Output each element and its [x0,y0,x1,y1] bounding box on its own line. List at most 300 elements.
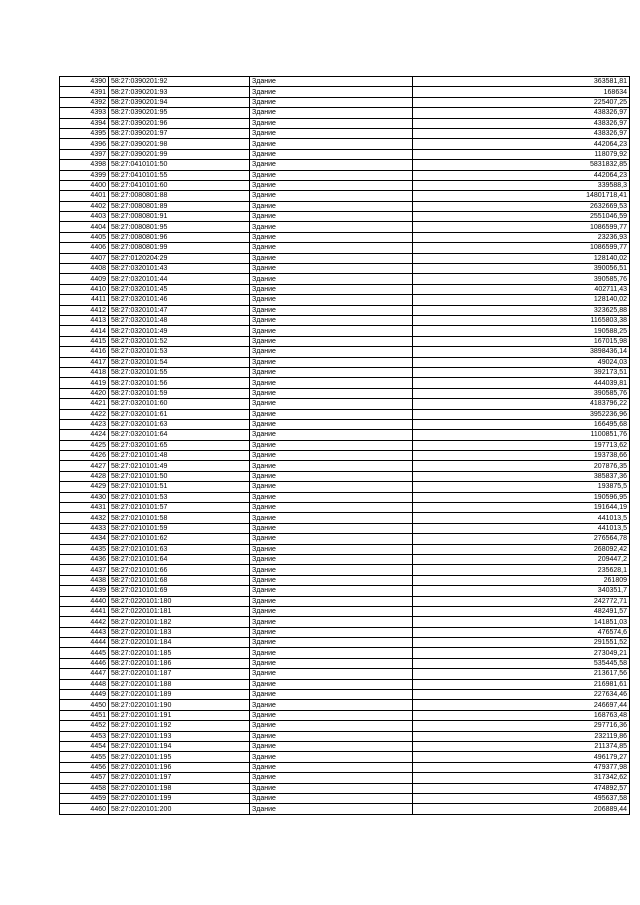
cadastral-number-cell: 58:27:0410101:60 [109,180,250,190]
object-type-cell: Здание [250,378,413,388]
value-cell: 442064,23 [413,139,630,149]
table-row [60,388,630,398]
value-cell: 390056,51 [413,264,630,274]
table-row [60,253,630,263]
table-row [60,419,630,429]
value-cell: 441013,5 [413,513,630,523]
value-cell: 211374,85 [413,742,630,752]
cadastral-number-cell: 58:27:0390201:95 [109,108,250,118]
table-row [60,721,630,731]
table-row [60,430,630,440]
value-cell: 1100851,76 [413,430,630,440]
object-type-cell: Здание [250,742,413,752]
value-cell: 273049,21 [413,648,630,658]
table-row [60,544,630,554]
table-row [60,762,630,772]
object-type-cell: Здание [250,731,413,741]
cadastral-number-cell: 58:27:0390201:93 [109,87,250,97]
row-number-cell: 4440 [60,596,109,606]
cadastral-number-cell: 58:27:0320101:65 [109,440,250,450]
value-cell: 390585,76 [413,388,630,398]
table-row [60,77,630,87]
cadastral-number-cell: 58:27:0320101:43 [109,264,250,274]
object-type-cell: Здание [250,295,413,305]
cadastral-number-cell: 58:27:0220101:200 [109,804,250,814]
row-number-cell: 4420 [60,388,109,398]
table-row [60,690,630,700]
value-cell: 442064,23 [413,170,630,180]
row-number-cell: 4441 [60,606,109,616]
table-row [60,315,630,325]
value-cell: 207876,35 [413,461,630,471]
table-row [60,513,630,523]
cadastral-number-cell: 58:27:0080801:95 [109,222,250,232]
value-cell: 168763,48 [413,710,630,720]
table-row [60,638,630,648]
row-number-cell: 4407 [60,253,109,263]
object-type-cell: Здание [250,149,413,159]
value-cell: 227634,46 [413,690,630,700]
row-number-cell: 4459 [60,793,109,803]
table-row [60,783,630,793]
table-row [60,108,630,118]
table-row [60,700,630,710]
table-row [60,201,630,211]
row-number-cell: 4438 [60,575,109,585]
row-number-cell: 4418 [60,367,109,377]
value-cell: 385837,36 [413,471,630,481]
object-type-cell: Здание [250,357,413,367]
cadastral-number-cell: 58:27:0220101:188 [109,679,250,689]
cadastral-number-cell: 58:27:0220101:193 [109,731,250,741]
cadastral-number-cell: 58:27:0210101:59 [109,523,250,533]
value-cell: 297716,36 [413,721,630,731]
table-row [60,461,630,471]
row-number-cell: 4444 [60,638,109,648]
table-row [60,87,630,97]
row-number-cell: 4410 [60,284,109,294]
object-type-cell: Здание [250,762,413,772]
cadastral-number-cell: 58:27:0210101:68 [109,575,250,585]
value-cell: 191644,19 [413,503,630,513]
object-type-cell: Здание [250,160,413,170]
table-row [60,367,630,377]
cadastral-number-cell: 58:27:0210101:50 [109,471,250,481]
cadastral-number-cell: 58:27:0220101:198 [109,783,250,793]
table-row [60,575,630,585]
row-number-cell: 4455 [60,752,109,762]
table-row [60,586,630,596]
object-type-cell: Здание [250,596,413,606]
value-cell: 476574,6 [413,627,630,637]
table-row [60,679,630,689]
row-number-cell: 4448 [60,679,109,689]
object-type-cell: Здание [250,409,413,419]
table-row [60,658,630,668]
value-cell: 482491,57 [413,606,630,616]
table-body [60,77,630,815]
cadastral-number-cell: 58:27:0390201:92 [109,77,250,87]
object-type-cell: Здание [250,544,413,554]
object-type-cell: Здание [250,243,413,253]
value-cell: 339588,3 [413,180,630,190]
value-cell: 209447,2 [413,554,630,564]
table-row [60,482,630,492]
table-row [60,212,630,222]
value-cell: 141851,03 [413,617,630,627]
object-type-cell: Здание [250,118,413,128]
row-number-cell: 4405 [60,232,109,242]
cadastral-number-cell: 58:27:0320101:49 [109,326,250,336]
object-type-cell: Здание [250,554,413,564]
row-number-cell: 4390 [60,77,109,87]
object-type-cell: Здание [250,326,413,336]
table-row [60,534,630,544]
object-type-cell: Здание [250,679,413,689]
cadastral-number-cell: 58:27:0220101:199 [109,793,250,803]
row-number-cell: 4457 [60,773,109,783]
cadastral-number-cell: 58:27:0210101:48 [109,451,250,461]
object-type-cell: Здание [250,222,413,232]
row-number-cell: 4392 [60,97,109,107]
table-row [60,97,630,107]
object-type-cell: Здание [250,264,413,274]
object-type-cell: Здание [250,638,413,648]
row-number-cell: 4425 [60,440,109,450]
table-row [60,336,630,346]
object-type-cell: Здание [250,804,413,814]
table-row [60,742,630,752]
value-cell: 128140,02 [413,295,630,305]
object-type-cell: Здание [250,274,413,284]
row-number-cell: 4454 [60,742,109,752]
row-number-cell: 4396 [60,139,109,149]
cadastral-number-cell: 58:27:0220101:181 [109,606,250,616]
table-row [60,118,630,128]
row-number-cell: 4424 [60,430,109,440]
object-type-cell: Здание [250,440,413,450]
object-type-cell: Здание [250,627,413,637]
value-cell: 390585,76 [413,274,630,284]
object-type-cell: Здание [250,315,413,325]
value-cell: 242772,71 [413,596,630,606]
cadastral-number-cell: 58:27:0220101:194 [109,742,250,752]
cadastral-number-cell: 58:27:0220101:183 [109,627,250,637]
cadastral-number-cell: 58:27:0320101:46 [109,295,250,305]
table-row [60,295,630,305]
object-type-cell: Здание [250,212,413,222]
row-number-cell: 4421 [60,399,109,409]
cadastral-number-cell: 58:27:0210101:63 [109,544,250,554]
value-cell: 3952236,96 [413,409,630,419]
table-row [60,554,630,564]
value-cell: 363581,81 [413,77,630,87]
row-number-cell: 4426 [60,451,109,461]
row-number-cell: 4406 [60,243,109,253]
cadastral-number-cell: 58:27:0220101:185 [109,648,250,658]
table-row [60,149,630,159]
value-cell: 2551046,59 [413,212,630,222]
object-type-cell: Здание [250,471,413,481]
object-type-cell: Здание [250,201,413,211]
data-table [59,76,630,815]
value-cell: 190588,25 [413,326,630,336]
object-type-cell: Здание [250,793,413,803]
row-number-cell: 4422 [60,409,109,419]
cadastral-number-cell: 58:27:0320101:61 [109,409,250,419]
value-cell: 225407,25 [413,97,630,107]
value-cell: 2632669,53 [413,201,630,211]
value-cell: 323625,88 [413,305,630,315]
table-row [60,378,630,388]
object-type-cell: Здание [250,773,413,783]
value-cell: 444039,81 [413,378,630,388]
row-number-cell: 4456 [60,762,109,772]
table-row [60,232,630,242]
object-type-cell: Здание [250,191,413,201]
cadastral-number-cell: 58:27:0410101:55 [109,170,250,180]
row-number-cell: 4417 [60,357,109,367]
object-type-cell: Здание [250,783,413,793]
row-number-cell: 4394 [60,118,109,128]
row-number-cell: 4445 [60,648,109,658]
row-number-cell: 4416 [60,347,109,357]
cadastral-number-cell: 58:27:0210101:57 [109,503,250,513]
value-cell: 232119,86 [413,731,630,741]
value-cell: 291551,52 [413,638,630,648]
row-number-cell: 4423 [60,419,109,429]
row-number-cell: 4428 [60,471,109,481]
cadastral-number-cell: 58:27:0220101:197 [109,773,250,783]
row-number-cell: 4443 [60,627,109,637]
value-cell: 3898436,14 [413,347,630,357]
value-cell: 1165803,38 [413,315,630,325]
object-type-cell: Здание [250,367,413,377]
object-type-cell: Здание [250,710,413,720]
table-row [60,606,630,616]
row-number-cell: 4429 [60,482,109,492]
value-cell: 4183796,22 [413,399,630,409]
cadastral-number-cell: 58:27:0220101:192 [109,721,250,731]
row-number-cell: 4460 [60,804,109,814]
value-cell: 128140,02 [413,253,630,263]
table-row [60,669,630,679]
cadastral-number-cell: 58:27:0390201:99 [109,149,250,159]
value-cell: 268092,42 [413,544,630,554]
cadastral-number-cell: 58:27:0080801:88 [109,191,250,201]
object-type-cell: Здание [250,419,413,429]
cadastral-number-cell: 58:27:0410101:50 [109,160,250,170]
row-number-cell: 4413 [60,315,109,325]
row-number-cell: 4449 [60,690,109,700]
cadastral-number-cell: 58:27:0320101:52 [109,336,250,346]
table-row [60,128,630,138]
value-cell: 193738,66 [413,451,630,461]
table-row [60,793,630,803]
value-cell: 193875,5 [413,482,630,492]
row-number-cell: 4401 [60,191,109,201]
object-type-cell: Здание [250,648,413,658]
cadastral-number-cell: 58:27:0220101:186 [109,658,250,668]
row-number-cell: 4435 [60,544,109,554]
cadastral-number-cell: 58:27:0220101:189 [109,690,250,700]
cadastral-number-cell: 58:27:0220101:187 [109,669,250,679]
value-cell: 168634 [413,87,630,97]
object-type-cell: Здание [250,721,413,731]
table-row [60,160,630,170]
object-type-cell: Здание [250,139,413,149]
value-cell: 438326,97 [413,128,630,138]
cadastral-number-cell: 58:27:0210101:51 [109,482,250,492]
value-cell: 246697,44 [413,700,630,710]
value-cell: 167015,98 [413,336,630,346]
value-cell: 441013,5 [413,523,630,533]
value-cell: 438326,97 [413,108,630,118]
row-number-cell: 4434 [60,534,109,544]
row-number-cell: 4412 [60,305,109,315]
cadastral-number-cell: 58:27:0320101:44 [109,274,250,284]
row-number-cell: 4404 [60,222,109,232]
object-type-cell: Здание [250,170,413,180]
table-row [60,752,630,762]
table-row [60,264,630,274]
value-cell: 190596,95 [413,492,630,502]
cadastral-number-cell: 58:27:0220101:190 [109,700,250,710]
value-cell: 1086599,77 [413,243,630,253]
cadastral-number-cell: 58:27:0320101:54 [109,357,250,367]
table-row [60,180,630,190]
row-number-cell: 4409 [60,274,109,284]
row-number-cell: 4397 [60,149,109,159]
table-row [60,222,630,232]
object-type-cell: Здание [250,232,413,242]
table-row [60,347,630,357]
object-type-cell: Здание [250,451,413,461]
table-row [60,326,630,336]
row-number-cell: 4453 [60,731,109,741]
table-row [60,731,630,741]
table-row [60,243,630,253]
table-row [60,617,630,627]
cadastral-number-cell: 58:27:0390201:98 [109,139,250,149]
table-row [60,139,630,149]
cadastral-number-cell: 58:27:0320101:55 [109,367,250,377]
value-cell: 49024,03 [413,357,630,367]
table-row [60,648,630,658]
row-number-cell: 4431 [60,503,109,513]
object-type-cell: Здание [250,97,413,107]
row-number-cell: 4446 [60,658,109,668]
row-number-cell: 4437 [60,565,109,575]
value-cell: 535445,58 [413,658,630,668]
value-cell: 392173,51 [413,367,630,377]
object-type-cell: Здание [250,347,413,357]
table-row [60,357,630,367]
object-type-cell: Здание [250,492,413,502]
row-number-cell: 4408 [60,264,109,274]
table-row [60,773,630,783]
value-cell: 276564,78 [413,534,630,544]
cadastral-number-cell: 58:27:0320101:63 [109,419,250,429]
cadastral-number-cell: 58:27:0220101:180 [109,596,250,606]
object-type-cell: Здание [250,284,413,294]
object-type-cell: Здание [250,523,413,533]
row-number-cell: 4447 [60,669,109,679]
cadastral-number-cell: 58:27:0320101:53 [109,347,250,357]
row-number-cell: 4398 [60,160,109,170]
object-type-cell: Здание [250,430,413,440]
cadastral-number-cell: 58:27:0390201:97 [109,128,250,138]
table-row [60,191,630,201]
object-type-cell: Здание [250,513,413,523]
table-row [60,627,630,637]
object-type-cell: Здание [250,388,413,398]
row-number-cell: 4395 [60,128,109,138]
value-cell: 23236,93 [413,232,630,242]
cadastral-number-cell: 58:27:0080801:96 [109,232,250,242]
value-cell: 438326,97 [413,118,630,128]
cadastral-number-cell: 58:27:0390201:94 [109,97,250,107]
object-type-cell: Здание [250,586,413,596]
object-type-cell: Здание [250,565,413,575]
cadastral-number-cell: 58:27:0320101:47 [109,305,250,315]
object-type-cell: Здание [250,606,413,616]
cadastral-number-cell: 58:27:0320101:59 [109,388,250,398]
cadastral-number-cell: 58:27:0220101:196 [109,762,250,772]
cadastral-number-cell: 58:27:0210101:64 [109,554,250,564]
row-number-cell: 4451 [60,710,109,720]
row-number-cell: 4427 [60,461,109,471]
object-type-cell: Здание [250,503,413,513]
cadastral-number-cell: 58:27:0210101:62 [109,534,250,544]
value-cell: 402711,43 [413,284,630,294]
table-row [60,804,630,814]
object-type-cell: Здание [250,575,413,585]
table-row [60,409,630,419]
value-cell: 1086599,77 [413,222,630,232]
table-row [60,471,630,481]
cadastral-number-cell: 58:27:0220101:184 [109,638,250,648]
cadastral-number-cell: 58:27:0320101:56 [109,378,250,388]
table-row [60,565,630,575]
object-type-cell: Здание [250,87,413,97]
cadastral-number-cell: 58:27:0320101:48 [109,315,250,325]
table-row [60,274,630,284]
cadastral-number-cell: 58:27:0390201:96 [109,118,250,128]
object-type-cell: Здание [250,534,413,544]
cadastral-number-cell: 58:27:0320101:60 [109,399,250,409]
value-cell: 235628,1 [413,565,630,575]
row-number-cell: 4419 [60,378,109,388]
value-cell: 213617,56 [413,669,630,679]
cadastral-number-cell: 58:27:0220101:195 [109,752,250,762]
table-row [60,284,630,294]
table-row [60,451,630,461]
cadastral-number-cell: 58:27:0210101:58 [109,513,250,523]
table-row [60,710,630,720]
cadastral-number-cell: 58:27:0210101:66 [109,565,250,575]
cadastral-number-cell: 58:27:0320101:45 [109,284,250,294]
table-row [60,503,630,513]
table-row [60,399,630,409]
value-cell: 317342,62 [413,773,630,783]
row-number-cell: 4442 [60,617,109,627]
row-number-cell: 4433 [60,523,109,533]
value-cell: 166495,68 [413,419,630,429]
row-number-cell: 4399 [60,170,109,180]
row-number-cell: 4391 [60,87,109,97]
table-row [60,170,630,180]
